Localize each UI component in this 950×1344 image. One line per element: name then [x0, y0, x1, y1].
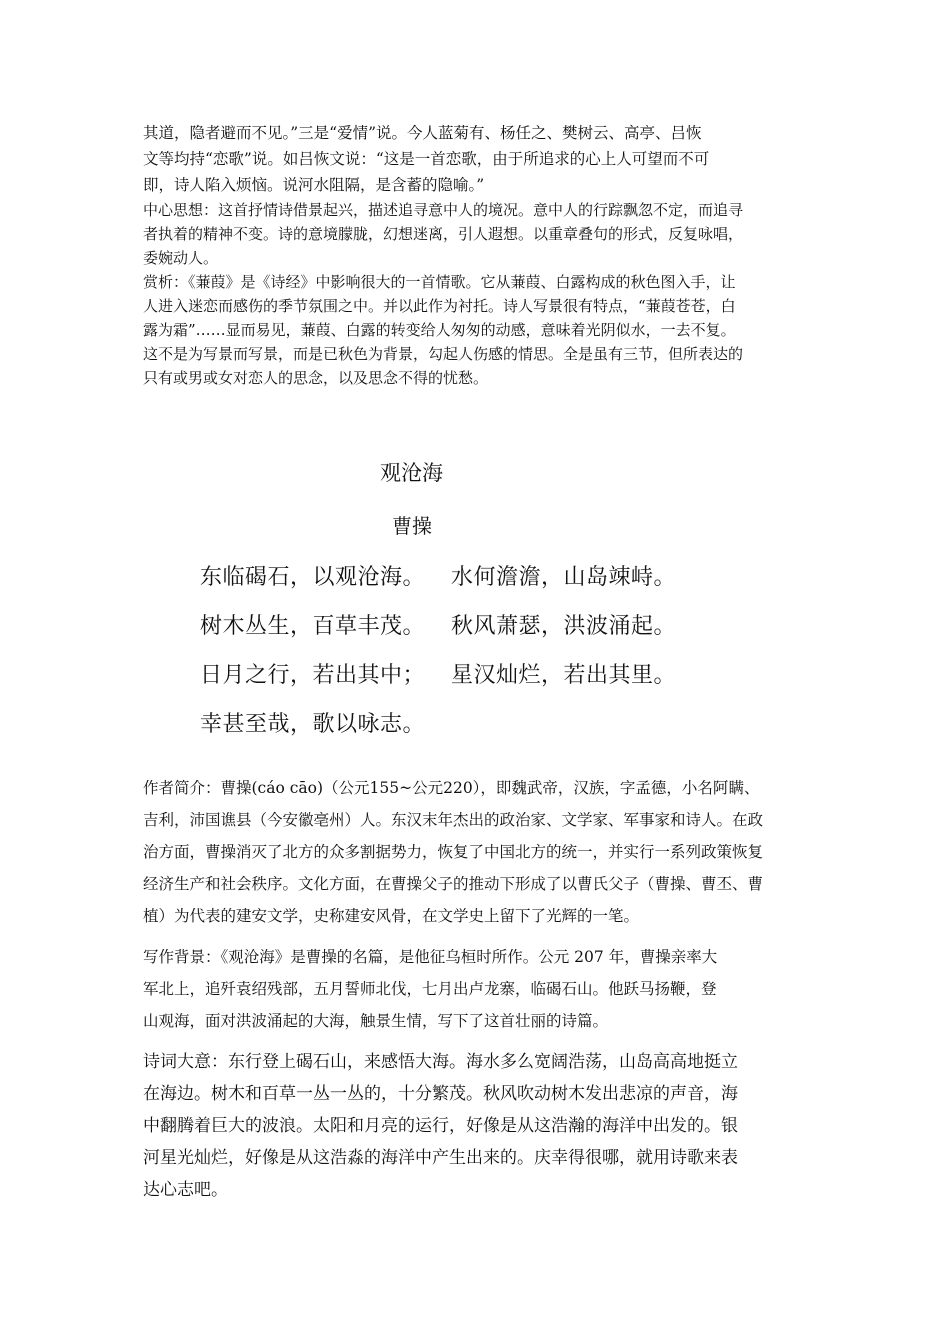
text-line: 露为霜”……显而易见，蒹葭、白露的转变给人匆匆的动感，意味着光阴似水，一去不复。 — [143, 321, 736, 339]
poem-half: 日月之行，若出其中； — [200, 663, 426, 688]
text-line: 在海边。树木和百草一丛一丛的，十分繁茂。秋风吹动树木发出悲凉的声音，海 — [143, 1084, 738, 1104]
text-line: 委婉动人。 — [143, 249, 219, 267]
text-line: 经济生产和社会秩序。文化方面，在曹操父子的推动下形成了以曹氏父子（曹操、曹丕、曹 — [143, 875, 764, 893]
text-line: 这不是为写景而写景，而是已秋色为背景，勾起人伤感的情思。全是虽有三节，但所表达的 — [143, 345, 744, 363]
poem-line — [200, 553, 676, 602]
author-intro-section — [143, 772, 813, 932]
text-line: 治方面，曹操消灭了北方的众多割据势力，恢复了中国北方的统一，并实行一系列政策恢复 — [143, 843, 764, 861]
poem-body — [200, 553, 676, 749]
text-line: 山观海，面对洪波涌起的大海，触景生情，写下了这首壮丽的诗篇。 — [143, 1012, 609, 1030]
text-line: 达心志吧。 — [143, 1180, 228, 1200]
text-line: 写作背景：《观沧海》是曹操的名篇，是他征乌桓时所作。公元 207 年，曹操亲率大 — [143, 948, 718, 966]
text-line: 者执着的精神不变。诗的意境朦胧，幻想迷离，引人遐想。以重章叠句的形式，反复咏唱， — [143, 225, 744, 243]
poem-line — [200, 700, 676, 749]
text-line: 中翻腾着巨大的波浪。太阳和月亮的运行，好像是从这浩瀚的海洋中出发的。银 — [143, 1116, 738, 1136]
text-line: 即，诗人陷入烦恼。说河水阻隔，是含蓄的隐喻。” — [143, 176, 485, 194]
text-line: 文等均持“恋歌”说。如吕恢文说：“这是一首恋歌，由于所追求的心上人可望而不可 — [143, 150, 710, 168]
poem-half: 水何澹澹，山岛竦峙。 — [451, 565, 677, 590]
background-section — [143, 941, 813, 1037]
poem-line — [200, 602, 676, 651]
text-line: 人进入迷恋而感伤的季节氛围之中。并以此作为衬托。诗人写景很有特点，“蒹葭苍苍，白 — [143, 297, 736, 315]
text-line: 军北上，追歼袁绍残部，五月誓师北伐，七月出卢龙寨，临碣石山。他跃马扬鞭，登 — [143, 980, 717, 998]
poem-title: 观沧海 — [380, 461, 443, 485]
text-line: 只有或男或女对恋人的思念，以及思念不得的忧愁。 — [143, 369, 489, 387]
text-line: 中心思想：这首抒情诗借景起兴，描述追寻意中人的境况。意中人的行踪飘忽不定，而追寻 — [143, 201, 744, 219]
text-line: 诗词大意：东行登上碣石山，来感悟大海。海水多么宽阔浩荡，山岛高高地挺立 — [143, 1052, 738, 1072]
intro-section — [143, 120, 813, 390]
poem-half: 东临碣石，以观沧海。 — [200, 565, 426, 590]
poem-half: 幸甚至哉，歌以咏志。 — [200, 712, 426, 737]
meaning-section — [143, 1046, 813, 1206]
text-line: 赏析：《蒹葭》是《诗经》中影响很大的一首情歌。它从蒹葭、白露构成的秋色图入手，让 — [143, 273, 736, 291]
poem-author: 曹操 — [392, 514, 432, 538]
text-line: 作者简介：曹操(cáo cāo)（公元155~公元220），即魏武帝，汉族，字孟德，小名阿瞒、 — [143, 779, 760, 797]
text-line: 河星光灿烂，好像是从这浩淼的海洋中产生出来的。庆幸得很哪，就用诗歌来表 — [143, 1148, 738, 1168]
poem-half: 树木丛生，百草丰茂。 — [200, 614, 426, 639]
poem-line — [200, 651, 676, 700]
poem-half: 星汉灿烂，若出其里。 — [451, 663, 677, 688]
poem-half: 秋风萧瑟，洪波涌起。 — [451, 614, 677, 639]
text-line: 其道，隐者避而不见。”三是“爱情”说。今人蓝菊有、杨任之、樊树云、高亭、吕恢 — [143, 124, 702, 142]
text-line: 植）为代表的建安文学，史称建安风骨，在文学史上留下了光辉的一笔。 — [143, 907, 640, 925]
text-line: 吉利，沛国谯县（今安徽亳州）人。东汉末年杰出的政治家、文学家、军事家和诗人。在政 — [143, 811, 764, 829]
